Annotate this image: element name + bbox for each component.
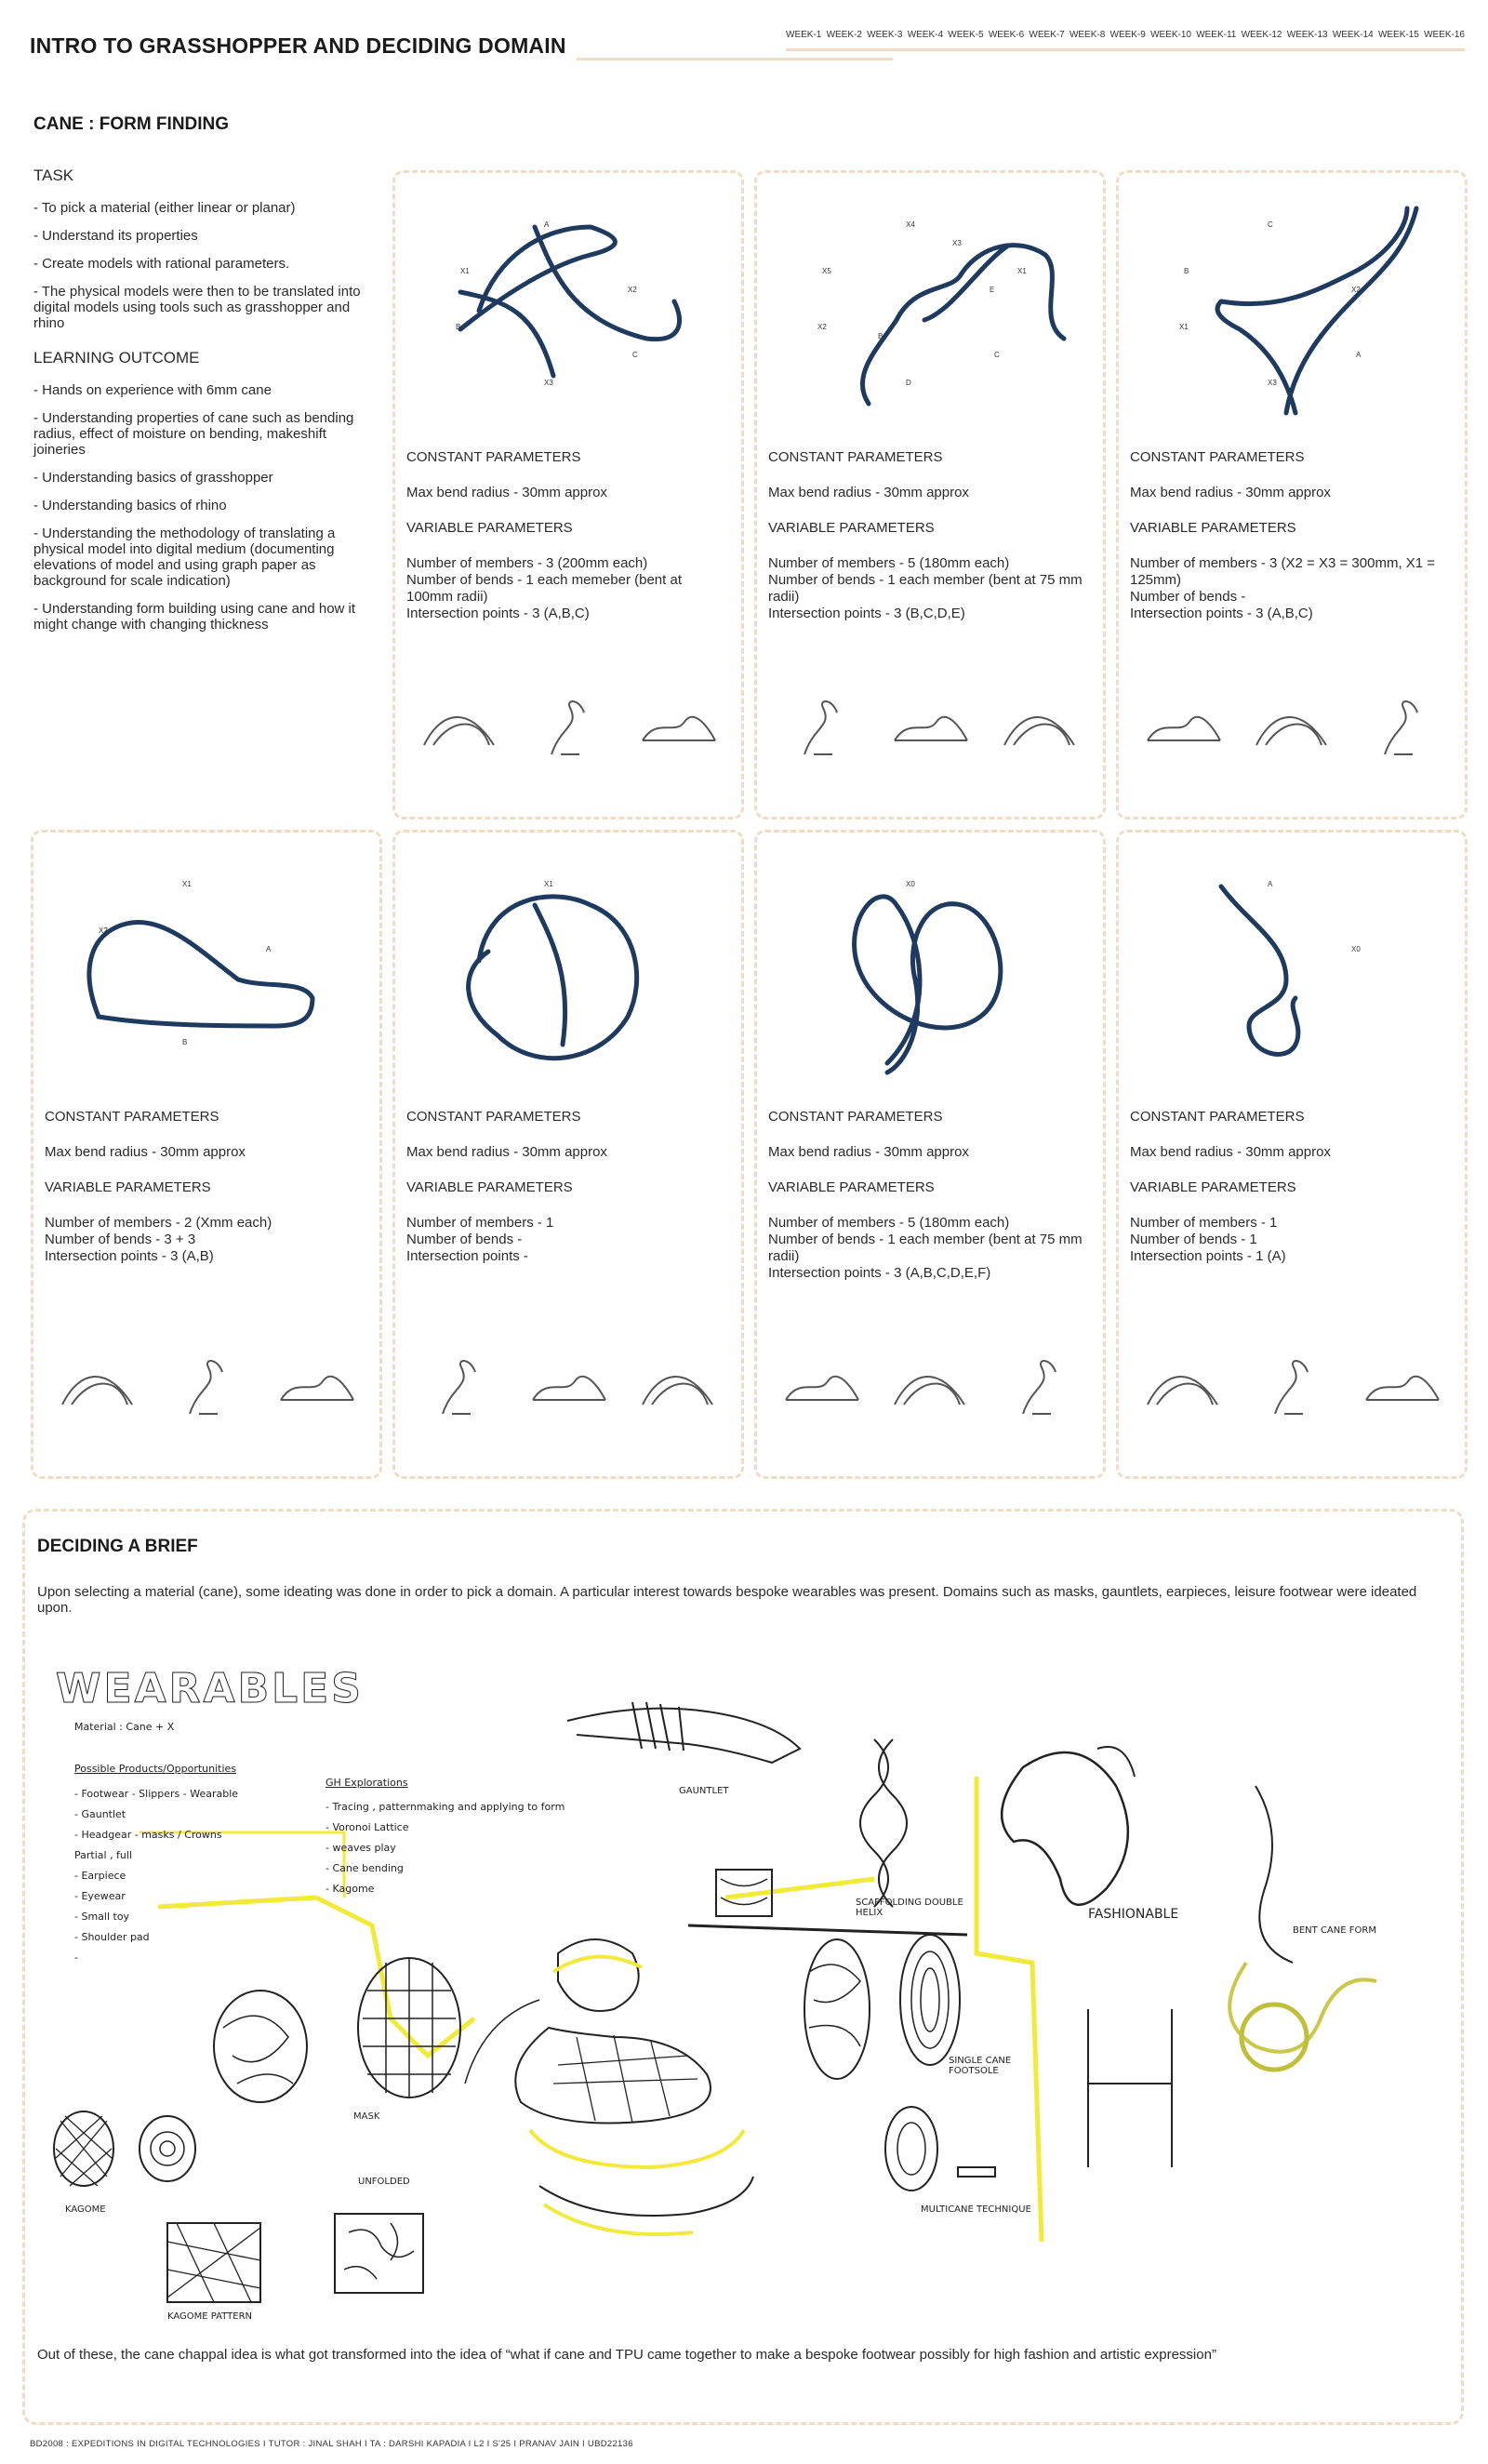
sketch-note: - (74, 1951, 78, 1964)
elevation-thumbnail (1247, 689, 1335, 764)
parameters-text (768, 449, 1094, 622)
sketch-note: - Eyewear (74, 1890, 126, 1902)
sketch-label: UNFOLDED (358, 2177, 410, 2187)
member-label: X1 (1179, 323, 1189, 331)
form-card (754, 830, 1106, 1479)
member-label: X2 (1351, 286, 1361, 294)
variable-parameters-heading: VARIABLE PARAMETERS (768, 520, 935, 536)
member-label: X3 (952, 239, 962, 247)
elevation-thumbnail (162, 1349, 250, 1423)
week-label: WEEK-5 (948, 30, 984, 40)
constant-parameters-heading: CONSTANT PARAMETERS (768, 1109, 943, 1125)
week-label: WEEK-7 (1029, 30, 1065, 40)
constant-parameter: Max bend radius - 30mm approx (1130, 485, 1331, 500)
sketch-label: MULTICANE TECHNIQUE (921, 2204, 1031, 2215)
variable-parameter: Intersection points - (406, 1248, 528, 1264)
sketch-note: - Cane bending (326, 1862, 404, 1874)
sketch-note: - Gauntlet (74, 1808, 126, 1820)
elevation-thumbnail (633, 689, 722, 764)
section-heading-form-finding: CANE : FORM FINDING (33, 114, 230, 134)
week-label: WEEK-11 (1196, 30, 1237, 40)
elevation-thumbnail (1357, 689, 1445, 764)
form-card (392, 170, 744, 819)
variable-parameters-heading: VARIABLE PARAMETERS (406, 1179, 573, 1195)
parameters-text (45, 1109, 370, 1265)
week-label: WEEK-9 (1109, 30, 1146, 40)
form-card (392, 830, 744, 1479)
sketch-label: SCAFFOLDING DOUBLE HELIX (856, 1898, 963, 1918)
learning-outcome-list (33, 382, 378, 633)
member-label: X4 (906, 220, 915, 229)
variable-parameter: Intersection points - 1 (A) (1130, 1248, 1286, 1264)
sketch-label: GAUNTLET (679, 1786, 729, 1796)
elevation-thumbnails (1128, 1339, 1455, 1432)
title-underline (577, 58, 893, 60)
variable-parameter: Number of members - 2 (Xmm each) (45, 1215, 272, 1231)
cane-model-drawing (1128, 190, 1463, 432)
sketch-products-list (74, 1784, 288, 1968)
variable-parameters-heading: VARIABLE PARAMETERS (45, 1179, 211, 1195)
cane-member (469, 897, 637, 1059)
variable-parameter: Number of members - 3 (200mm each) (406, 555, 648, 571)
sketch-note: - Shoulder pad (74, 1931, 150, 1943)
member-label: C (994, 351, 1000, 359)
parameters-text (406, 1109, 732, 1265)
list-item: - Understand its properties (33, 228, 198, 244)
week-label: WEEK-1 (786, 30, 822, 40)
variable-parameter: Number of bends - (1130, 589, 1246, 605)
constant-parameters-heading: CONSTANT PARAMETERS (406, 449, 581, 465)
sketch-note: - Headgear - masks / Crowns (74, 1829, 222, 1841)
form-card (1116, 830, 1468, 1479)
variable-parameter: Number of bends - 1 each member (bent at 75 mm radii) (768, 572, 1083, 605)
elevation-thumbnails (1128, 680, 1455, 773)
elevation-thumbnail (53, 1349, 141, 1423)
cane-member (1221, 886, 1298, 1054)
week-timeline-bar (786, 48, 1465, 51)
constant-parameter: Max bend radius - 30mm approx (45, 1144, 246, 1160)
sketch-label: FASHIONABLE (1088, 1907, 1179, 1922)
sketch-note: - Footwear - Slippers - Wearable (74, 1788, 239, 1800)
variable-parameter: Number of members - 1 (406, 1215, 554, 1231)
form-card (1116, 170, 1468, 819)
list-item: - The physical models were then to be translated into digital models using tools such as grasshopper and rhino (33, 284, 361, 331)
sketch-note: - weaves play (326, 1842, 396, 1854)
sketch-label: BENT CANE FORM (1293, 1925, 1376, 1936)
elevation-thumbnail (777, 689, 865, 764)
task-heading: TASK (33, 166, 74, 184)
brief-conclusion: Out of these, the cane chappal idea is what got transformed into the idea of “what if cane and TPU came together to make a bespoke footwear possibly for high fashion and artistic expression” (37, 2347, 1216, 2363)
member-label: X5 (822, 267, 831, 275)
week-label: WEEK-16 (1424, 30, 1465, 40)
constant-parameter: Max bend radius - 30mm approx (406, 485, 607, 500)
member-label: X0 (1351, 945, 1361, 953)
constant-parameter: Max bend radius - 30mm approx (768, 485, 969, 500)
week-label: WEEK-10 (1150, 30, 1191, 40)
elevation-thumbnail (415, 689, 503, 764)
list-item: - To pick a material (either linear or planar) (33, 200, 296, 216)
week-label: WEEK-4 (907, 30, 944, 40)
member-label: X3 (1268, 379, 1277, 387)
constant-parameter: Max bend radius - 30mm approx (406, 1144, 607, 1160)
elevation-thumbnail (1247, 1349, 1335, 1423)
constant-parameter: Max bend radius - 30mm approx (768, 1144, 969, 1160)
member-label: X2 (99, 926, 108, 935)
member-label: A (1268, 880, 1273, 888)
brief-intro: Upon selecting a material (cane), some ideating was done in order to pick a domain. A particular interest towards bespoke wearables was present. Domains such as masks, gauntlets, earpieces, leisure footwear were ideated upon. (37, 1584, 1417, 1616)
week-label: WEEK-2 (826, 30, 862, 40)
wearables-sketch (37, 1646, 1460, 2335)
parameters-text (768, 1109, 1094, 1282)
member-label: X3 (544, 379, 553, 387)
constant-parameters-heading: CONSTANT PARAMETERS (1130, 449, 1305, 465)
member-label: X1 (460, 267, 470, 275)
elevation-thumbnail (1138, 1349, 1227, 1423)
cane-model-drawing (766, 190, 1101, 432)
elevation-thumbnail (1138, 689, 1227, 764)
sketch-label: KAGOME (65, 2204, 106, 2215)
week-label: WEEK-3 (867, 30, 903, 40)
member-label: B (456, 323, 461, 331)
cane-model-drawing (405, 849, 739, 1091)
week-label: WEEK-15 (1377, 30, 1419, 40)
sketch-note: - Voronoi Lattice (326, 1821, 409, 1833)
sketch-material: Material : Cane + X (74, 1721, 175, 1733)
elevation-thumbnails (405, 680, 732, 773)
variable-parameter: Intersection points - 3 (A,B) (45, 1248, 214, 1264)
parameters-text (1130, 1109, 1455, 1265)
variable-parameters-heading: VARIABLE PARAMETERS (1130, 520, 1296, 536)
week-label: WEEK-12 (1241, 30, 1282, 40)
sketch-label: MASK (353, 2111, 380, 2122)
list-item: - Create models with rational parameters. (33, 256, 290, 272)
cane-model-drawing (766, 849, 1101, 1091)
variable-parameter: Intersection points - 3 (A,B,C,D,E,F) (768, 1265, 991, 1281)
variable-parameter: Number of bends - 1 each member (bent at 75 mm radii) (768, 1232, 1083, 1264)
task-list (33, 200, 378, 331)
sketch-note: Partial , full (74, 1849, 133, 1861)
variable-parameter: Intersection points - 3 (B,C,D,E) (768, 606, 965, 621)
week-label: WEEK-14 (1332, 30, 1374, 40)
form-card (31, 830, 382, 1479)
constant-parameter: Max bend radius - 30mm approx (1130, 1144, 1331, 1160)
learning-outcome-heading: LEARNING OUTCOME (33, 349, 200, 366)
member-label: E (990, 286, 995, 294)
sketch-gh-list (326, 1797, 604, 1899)
variable-parameter: Number of members - 3 (X2 = X3 = 300mm, X1 = 125mm) (1130, 555, 1436, 588)
member-label: A (1356, 351, 1362, 359)
cane-model-drawing (43, 849, 378, 1091)
sketch-products-heading: Possible Products/Opportunities (74, 1763, 237, 1775)
sketch-label: SINGLE CANE FOOTSOLE (949, 2056, 1012, 2076)
variable-parameters-heading: VARIABLE PARAMETERS (1130, 1179, 1296, 1195)
sketch-note: - Earpiece (74, 1870, 126, 1882)
elevation-thumbnail (415, 1349, 503, 1423)
week-label: WEEK-8 (1069, 30, 1106, 40)
parameters-text (406, 449, 732, 622)
week-label: WEEK-13 (1286, 30, 1328, 40)
sketch-note: - Tracing , patternmaking and applying to form (326, 1801, 565, 1813)
variable-parameter: Number of members - 5 (180mm each) (768, 555, 1010, 571)
member-label: X1 (1017, 267, 1027, 275)
member-label: X1 (182, 880, 192, 888)
cane-member (855, 897, 1001, 1072)
elevation-thumbnails (405, 1339, 732, 1432)
elevation-thumbnail (885, 689, 974, 764)
member-label: X2 (628, 286, 637, 294)
sketch-note: - Kagome (326, 1883, 375, 1895)
section-heading-brief: DECIDING A BRIEF (37, 1537, 198, 1556)
task-block (33, 167, 378, 645)
variable-parameter: Intersection points - 3 (A,B,C) (406, 606, 590, 621)
list-item: - Understanding basics of grasshopper (33, 470, 273, 486)
elevation-thumbnail (524, 689, 612, 764)
variable-parameters-heading: VARIABLE PARAMETERS (406, 520, 573, 536)
cane-member (862, 246, 1064, 404)
list-item: - Hands on experience with 6mm cane (33, 382, 272, 398)
elevation-thumbnail (777, 1349, 865, 1423)
cane-model-drawing (1128, 849, 1463, 1091)
sketch-title: WEARABLES (56, 1665, 364, 1712)
member-label: C (632, 351, 638, 359)
constant-parameters-heading: CONSTANT PARAMETERS (768, 449, 943, 465)
variable-parameter: Number of members - 1 (1130, 1215, 1278, 1231)
member-label: D (906, 379, 911, 387)
constant-parameters-heading: CONSTANT PARAMETERS (45, 1109, 219, 1125)
member-label: X1 (544, 880, 553, 888)
member-label: A (544, 220, 550, 229)
variable-parameter: Number of members - 5 (180mm each) (768, 1215, 1010, 1231)
elevation-thumbnail (633, 1349, 722, 1423)
variable-parameter: Number of bends - 3 + 3 (45, 1232, 196, 1247)
variable-parameters-heading: VARIABLE PARAMETERS (768, 1179, 935, 1195)
elevation-thumbnail (524, 1349, 612, 1423)
variable-parameter: Number of bends - 1 (1130, 1232, 1257, 1247)
week-label: WEEK-6 (988, 30, 1025, 40)
elevation-thumbnails (43, 1339, 370, 1432)
week-timeline (786, 30, 1465, 40)
cane-member (460, 227, 680, 376)
member-label: X2 (817, 323, 827, 331)
variable-parameter: Intersection points - 3 (A,B,C) (1130, 606, 1313, 621)
member-label: C (1268, 220, 1273, 229)
list-item: - Understanding the methodology of translating a physical model into digital medium (documenting elevations of model and using graph paper as background for scale indication) (33, 526, 336, 589)
member-label: X0 (906, 880, 915, 888)
elevation-thumbnails (766, 1339, 1094, 1432)
member-label: B (182, 1038, 188, 1046)
cane-model-drawing (405, 190, 739, 432)
constant-parameters-heading: CONSTANT PARAMETERS (1130, 1109, 1305, 1125)
page-footer: BD2008 : EXPEDITIONS IN DIGITAL TECHNOLOGIES I TUTOR : JINAL SHAH I TA : DARSHI KAPADIA I L2 I S'25 I PRANAV JAIN I UBD22136 (30, 2439, 633, 2449)
form-card (754, 170, 1106, 819)
sketch-note: - Small toy (74, 1911, 130, 1923)
member-label: A (266, 945, 272, 953)
sketch-label: KAGOME PATTERN (167, 2311, 253, 2322)
elevation-thumbnail (272, 1349, 360, 1423)
sketch-drawing (37, 1646, 1460, 2335)
elevation-thumbnail (885, 1349, 974, 1423)
elevation-thumbnail (995, 1349, 1083, 1423)
member-label: B (1184, 267, 1189, 275)
sketch-gh-heading: GH Explorations (326, 1777, 408, 1789)
elevation-thumbnail (995, 689, 1083, 764)
member-label: B (878, 332, 884, 340)
parameters-text (1130, 449, 1455, 622)
list-item: - Understanding properties of cane such as bending radius, effect of moisture on bending, makeshift joineries (33, 410, 354, 458)
constant-parameters-heading: CONSTANT PARAMETERS (406, 1109, 581, 1125)
page-title: INTRO TO GRASSHOPPER AND DECIDING DOMAIN (30, 33, 566, 58)
elevation-thumbnails (766, 680, 1094, 773)
cane-member (89, 922, 312, 1026)
list-item: - Understanding basics of rhino (33, 498, 227, 513)
cane-member (1217, 208, 1416, 413)
list-item: - Understanding form building using cane and how it might change with changing thickness (33, 601, 356, 633)
variable-parameter: Number of bends - 1 each memeber (bent at 100mm radii) (406, 572, 682, 605)
variable-parameter: Number of bends - (406, 1232, 523, 1247)
elevation-thumbnail (1357, 1349, 1445, 1423)
